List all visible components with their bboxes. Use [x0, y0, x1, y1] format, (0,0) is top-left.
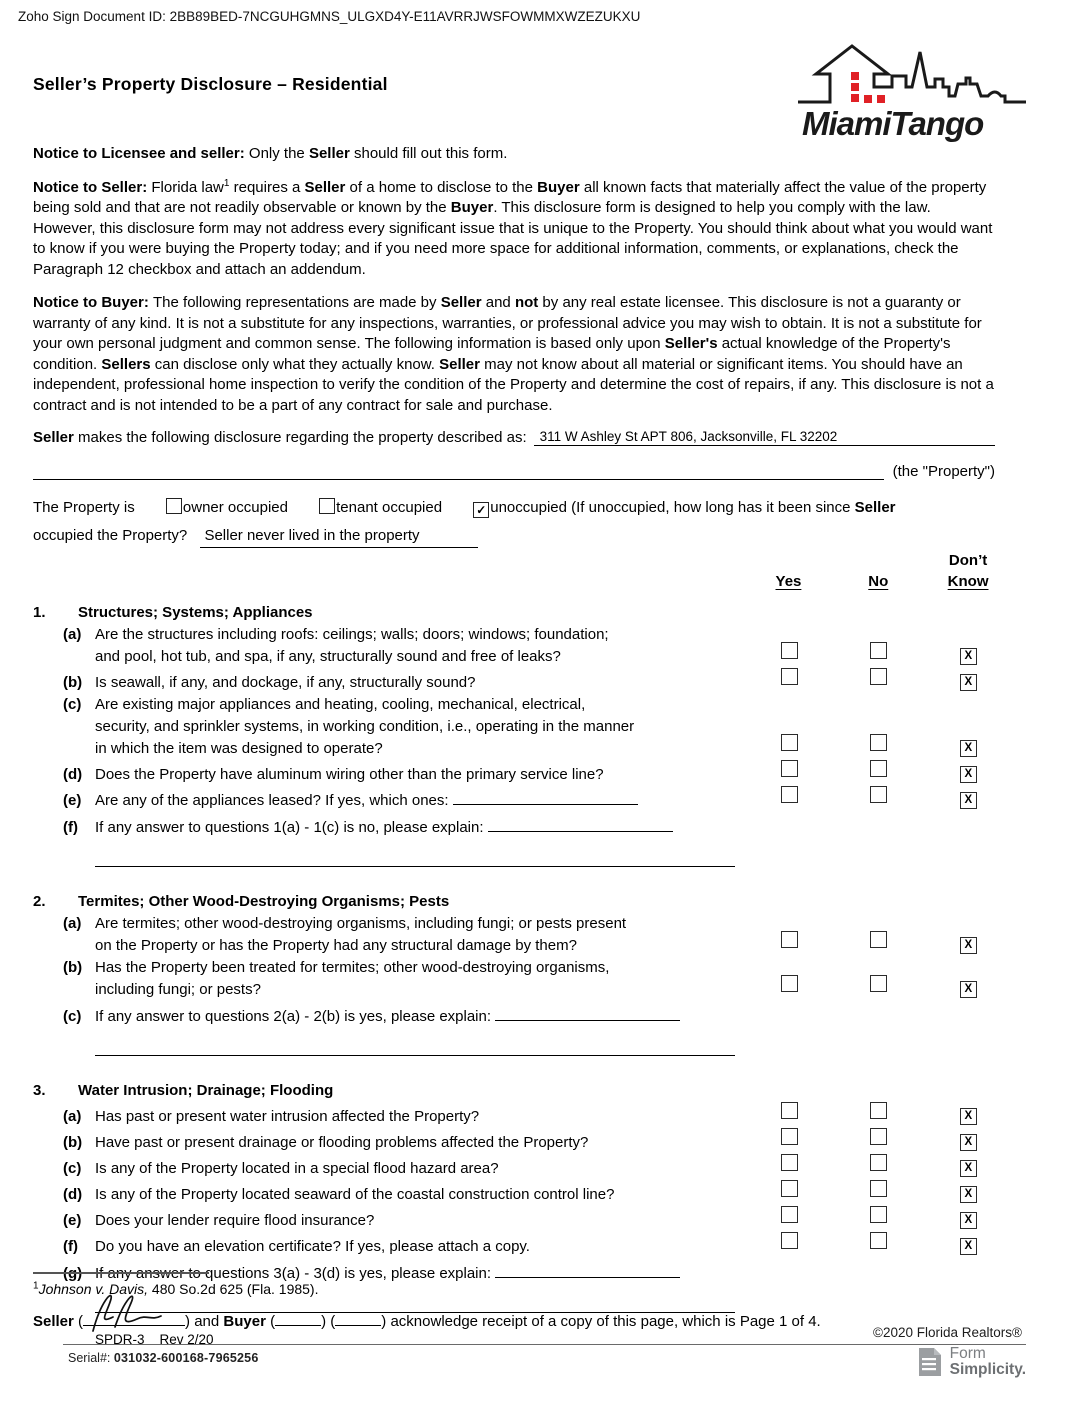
section-title: Termites; Other Wood-Destroying Organisms; Pests	[78, 893, 450, 910]
footnote-marker: 1	[33, 1280, 39, 1292]
form-revision: Rev 2/20	[159, 1332, 214, 1347]
seller-initials-field[interactable]	[83, 1310, 185, 1326]
property-address-field-line2[interactable]	[33, 461, 884, 480]
question-letter: (g)	[63, 1265, 83, 1282]
question-line: If any answer to questions 2(a) - 2(b) is yes, please explain:	[95, 1006, 745, 1028]
occupancy-option-unoccupied	[473, 499, 567, 516]
checkbox-no[interactable]	[870, 1206, 887, 1223]
serial-number-line	[68, 1351, 259, 1365]
question-line: If any answer to questions 1(a) - 1(c) is no, please explain:	[95, 817, 745, 839]
question-row-1a	[33, 624, 1013, 668]
checkbox-yes[interactable]	[781, 642, 798, 659]
checkbox-dontknow[interactable]: X	[960, 740, 977, 757]
checkbox-dontknow[interactable]: X	[960, 981, 977, 998]
checkbox-yes[interactable]	[781, 1154, 798, 1171]
checkbox-dontknow[interactable]: X	[960, 1238, 977, 1255]
question-line: Does the Property have aluminum wiring other than the primary service line?	[95, 766, 604, 783]
occupancy-option-label: owner occupied	[182, 499, 288, 516]
section-number: 3.	[33, 1082, 46, 1099]
document-icon	[917, 1346, 943, 1378]
explain-field[interactable]	[495, 1263, 680, 1278]
question-line: including fungi; or pests?	[95, 981, 261, 998]
question-row-3d	[33, 1180, 1013, 1206]
buyer-initials-field-2[interactable]	[335, 1310, 381, 1326]
question-row-1d	[33, 760, 1013, 786]
appliances-leased-field[interactable]	[453, 790, 638, 805]
property-description-row2	[33, 461, 995, 480]
checkbox-no[interactable]	[870, 1102, 887, 1119]
occupancy-tail: (If unoccupied, how long has it been since Seller	[571, 499, 896, 516]
question-letter: (c)	[63, 696, 82, 713]
checkbox-tenant-occupied[interactable]	[319, 498, 335, 514]
question-row-2b	[33, 957, 1013, 1001]
occupancy-lead: The Property is	[33, 499, 135, 516]
answer-column-headers	[33, 550, 1013, 592]
notice-buyer: Notice to Buyer: The following representations are made by Seller and not by any real estate licensee. This disclosure is not a guaranty or warranty of any kind. It is not a substitute for any inspections, warranties, or professional advice you may wish to obtain. It is not a substitute for your own personal judgment and common sense. The following information is based only upon Seller's actual knowledge of the Property's condition. Sellers can disclose only what they actually know. Seller may not know about all material or significant items. You should have an independent, professional home inspection to verify the condition of the Property and determine the cost of repairs, if any. This disclosure is not a contract and is not intended to be a part of any contract for sale and purchase.	[33, 294, 994, 414]
occupancy-option-tenant	[319, 499, 442, 516]
checkbox-yes[interactable]	[781, 931, 798, 948]
header-know: Know	[947, 573, 989, 590]
explain-continuation-line[interactable]	[95, 1055, 735, 1056]
question-line: Are any of the appliances leased? If yes, which ones:	[95, 790, 745, 812]
question-line: Are the structures including roofs: ceilings; walls; doors; windows; foundation;	[95, 626, 609, 643]
question-line: If any answer to questions 3(a) - 3(d) is yes, please explain:	[95, 1263, 745, 1285]
checkbox-no[interactable]	[870, 1180, 887, 1197]
question-letter: (b)	[63, 959, 83, 976]
question-row-3e	[33, 1206, 1013, 1232]
explain-continuation-line[interactable]	[95, 866, 735, 867]
question-line: security, and sprinkler systems, in working condition, i.e., operating in the manner	[95, 718, 635, 735]
question-row-3c	[33, 1154, 1013, 1180]
checkbox-no[interactable]	[870, 642, 887, 659]
checkbox-dontknow[interactable]: X	[960, 792, 977, 809]
checkbox-no[interactable]	[870, 668, 887, 685]
section-water-intrusion	[33, 1080, 1013, 1313]
occupancy-option-label: tenant occupied	[336, 499, 443, 516]
checkbox-dontknow[interactable]: X	[960, 648, 977, 665]
explain-field[interactable]	[488, 817, 673, 832]
question-letter: (b)	[63, 1134, 83, 1151]
question-letter: (b)	[63, 674, 83, 691]
occupancy-question: occupied the Property?	[33, 527, 188, 544]
question-line: Is seawall, if any, and dockage, if any, structurally sound?	[95, 674, 476, 691]
copyright-notice: ©2020 Florida Realtors®	[873, 1325, 1022, 1340]
form-code: SPDR-3	[95, 1332, 145, 1347]
header-dont: Don’t	[948, 552, 988, 569]
section-title: Water Intrusion; Drainage; Flooding	[78, 1082, 334, 1099]
question-letter: (a)	[63, 626, 82, 643]
zoho-sign-stamp: Zoho Sign Document ID: 2BB89BED-7NCGUHGMNS_ULGXD4Y-E11AVRRJWSFOWMMXWZEZUKXU	[18, 9, 641, 24]
question-line: Is any of the Property located seaward of the coastal construction control line?	[95, 1186, 615, 1203]
checkbox-dontknow[interactable]: X	[960, 1212, 977, 1229]
section-structures	[33, 602, 1013, 867]
question-letter: (d)	[63, 766, 83, 783]
brand-line1: Form	[949, 1345, 986, 1362]
checkbox-dontknow[interactable]: X	[960, 766, 977, 783]
question-line: Has the Property been treated for termites; other wood-destroying organisms,	[95, 959, 610, 976]
checkbox-yes[interactable]	[781, 668, 798, 685]
explain-field[interactable]	[495, 1006, 680, 1021]
question-letter: (f)	[63, 1238, 78, 1255]
question-letter: (a)	[63, 915, 82, 932]
occupancy-answer-field[interactable]: Seller never lived in the property	[200, 525, 478, 548]
section-number: 1.	[33, 604, 46, 621]
checkbox-unoccupied[interactable]: ✓	[473, 502, 489, 518]
question-row-1b	[33, 668, 1013, 694]
header-no: No	[868, 573, 889, 590]
question-letter: (c)	[63, 1008, 82, 1025]
checkbox-no[interactable]	[870, 1154, 887, 1171]
miamitango-logo	[796, 42, 1028, 142]
brand-text	[950, 1346, 1026, 1378]
occupancy-row	[33, 497, 1013, 548]
checkbox-yes[interactable]	[781, 760, 798, 777]
occupancy-option-owner	[166, 499, 288, 516]
checkbox-no[interactable]	[870, 786, 887, 803]
question-row-3f	[33, 1232, 1013, 1258]
checkbox-dontknow[interactable]: X	[960, 1108, 977, 1125]
section-title: Structures; Systems; Appliances	[78, 604, 313, 621]
question-letter: (a)	[63, 1108, 82, 1125]
form-simplicity-logo	[917, 1346, 1026, 1378]
checkbox-no[interactable]	[870, 975, 887, 992]
question-letter: (e)	[63, 792, 82, 809]
header-yes: Yes	[775, 573, 802, 590]
checkbox-yes[interactable]	[781, 1128, 798, 1145]
brand-line2: Simplicity.	[949, 1361, 1026, 1378]
checkbox-yes[interactable]	[781, 1232, 798, 1249]
form-body	[33, 144, 1013, 1313]
checkbox-no[interactable]	[870, 1128, 887, 1145]
footer-divider	[63, 1344, 1026, 1345]
checkbox-owner-occupied[interactable]	[166, 498, 182, 514]
question-line: Have past or present drainage or flooding problems affected the Property?	[95, 1134, 589, 1151]
question-row-2c	[33, 1006, 1013, 1028]
question-row-3b	[33, 1128, 1013, 1154]
question-row-2a	[33, 913, 1013, 957]
occupancy-line2	[33, 525, 1013, 548]
question-row-1e	[33, 786, 1013, 812]
page-title: Seller’s Property Disclosure – Residential	[33, 74, 388, 94]
question-letter: (f)	[63, 819, 78, 836]
occupancy-option-label: unoccupied	[490, 499, 567, 516]
checkbox-yes[interactable]	[781, 1206, 798, 1223]
serial-number: 031032-600168-7965256	[113, 1351, 259, 1365]
checkbox-dontknow[interactable]: X	[960, 937, 977, 954]
question-line: Are existing major appliances and heating, cooling, mechanical, electrical,	[95, 696, 586, 713]
footnote-divider	[33, 1272, 209, 1274]
question-letter: (d)	[63, 1186, 83, 1203]
property-suffix: (the "Property")	[892, 463, 995, 480]
checkbox-no[interactable]	[870, 1232, 887, 1249]
acknowledgment-line: Seller ( ) and Buyer ( ) ( ) acknowledge receipt of a copy of this page, which is Page 1 of 4.	[33, 1310, 821, 1330]
checkbox-yes[interactable]	[781, 786, 798, 803]
checkbox-yes[interactable]	[781, 734, 798, 751]
notice-licensee: Notice to Licensee and seller: Only the Seller should fill out this form.	[33, 145, 508, 162]
checkbox-dontknow[interactable]: X	[960, 674, 977, 691]
logo-wordmark: MiamiTango	[802, 105, 984, 142]
question-line: Has past or present water intrusion affected the Property?	[95, 1108, 480, 1125]
checkbox-no[interactable]	[870, 734, 887, 751]
question-line: Do you have an elevation certificate? If yes, please attach a copy.	[95, 1238, 530, 1255]
question-line: Does your lender require flood insurance?	[95, 1212, 375, 1229]
checkbox-dontknow[interactable]: X	[960, 1160, 977, 1177]
skyline-icon	[798, 46, 1026, 102]
checkbox-dontknow[interactable]: X	[960, 1186, 977, 1203]
checkbox-yes[interactable]	[781, 975, 798, 992]
checkbox-no[interactable]	[870, 931, 887, 948]
question-line: Is any of the Property located in a special flood hazard area?	[95, 1160, 499, 1177]
ack-buyer-label: Buyer	[223, 1313, 266, 1330]
question-line: and pool, hot tub, and spa, if any, structurally sound and free of leaks?	[95, 648, 561, 665]
footnote: $^1$Johnson v. Davis, 480 So.2d 625 (Fla. 1985).	[33, 1280, 319, 1297]
property-description-row	[33, 429, 995, 446]
checkbox-dontknow[interactable]: X	[960, 1134, 977, 1151]
buyer-initials-field-1[interactable]	[275, 1310, 321, 1326]
question-line: on the Property or has the Property had any structural damage by them?	[95, 937, 577, 954]
checkbox-no[interactable]	[870, 760, 887, 777]
question-line: Are termites; other wood-destroying organisms, including fungi; or pests present	[95, 915, 627, 932]
ack-seller-label: Seller	[33, 1313, 74, 1330]
question-letter: (c)	[63, 1160, 82, 1177]
notice-seller: Notice to Seller: Florida law$^1$ requires a Seller of a home to disclose to the Buyer all known facts that materially affect the value of the property being sold and that are not readily observable or known by the Buyer. This disclosure form is designed to help you comply with the law. However, this disclosure form may not address every significant issue that is unique to the Property. You should think about what you would want to know if you were buying the Property today; and if you need more space for additional information, comments, or explanations, check the Paragraph 12 checkbox and attach an addendum.	[33, 177, 993, 278]
question-row-3a	[33, 1102, 1013, 1128]
question-line: in which the item was designed to operate?	[95, 740, 383, 757]
section-termites	[33, 891, 1013, 1056]
question-row-1c	[33, 694, 1013, 760]
question-letter: (e)	[63, 1212, 82, 1229]
ack-text: acknowledge receipt of a copy of this page, which is Page 1 of 4.	[390, 1313, 821, 1330]
property-address-field[interactable]: 311 W Ashley St APT 806, Jacksonville, FL 32202	[534, 429, 995, 446]
question-row-1f	[33, 817, 1013, 839]
disclosure-lead: Seller makes the following disclosure regarding the property described as:	[33, 429, 527, 446]
serial-label: Serial#:	[68, 1351, 111, 1365]
section-number: 2.	[33, 893, 46, 910]
checkbox-yes[interactable]	[781, 1102, 798, 1119]
seller-signature	[87, 1287, 179, 1335]
checkbox-yes[interactable]	[781, 1180, 798, 1197]
